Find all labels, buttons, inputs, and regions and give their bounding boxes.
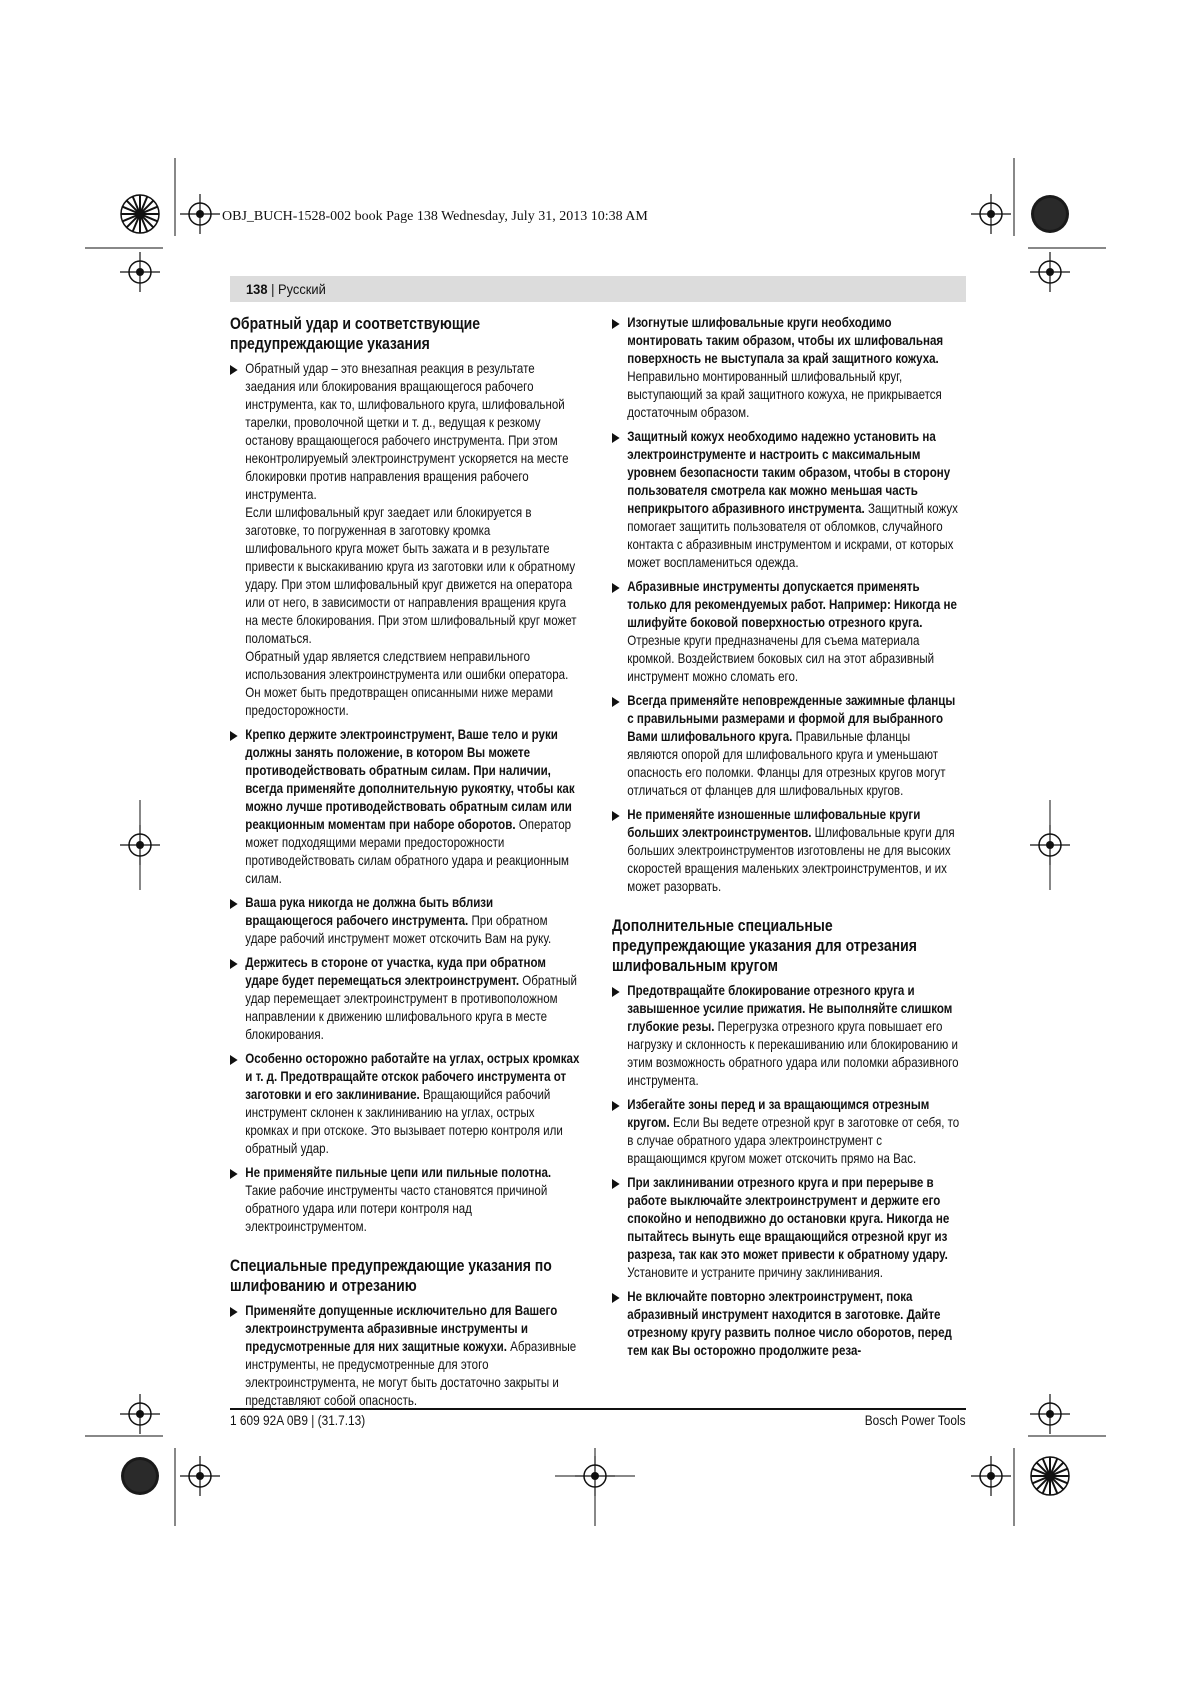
item-bold: Абразивные инструменты допускается применять только для рекомендуемых работ. Например: Никогда не шлифуйте боковой поверхностью отрезного круга. [627, 579, 957, 630]
item-text: Такие рабочие инструменты часто становятся причиной обратного удара или потери контроля над электроинструментом. [245, 1183, 548, 1234]
item-text: Обратный удар перемещает электроинструмент в противоположном направлении к движению шлифовального круга в месте блокирования. [245, 973, 577, 1042]
item-bold: Крепко держите электроинструмент, Ваше тело и руки должны занять положение, в котором Вы можете противодействовать обратным силам. При наличии, всегда применяйте дополнительную рукоятку, чтобы как можно лучше противодействовать обратным силам или реакционным моментам при наборе оборотов. [245, 727, 575, 832]
item-text: Защитный кожух помогает защитить пользователя от обломков, случайного контакта с абразивным инструментом и искрами, от которых может воспламениться одежда. [627, 501, 958, 570]
left-column [230, 314, 580, 1416]
item-text: Перегрузка отрезного круга повышает его нагрузку и склонность к перекашиванию или блокированию и этим возможность обратного удара или поломки абразивного инструмента. [627, 1019, 959, 1088]
item-text: Обратный удар является следствием неправильного использования электроинструмента или ошибки оператора. Он может быть предотвращен описанными ниже мерами предосторожности. [245, 649, 569, 718]
list-item [230, 1164, 580, 1236]
list-item [612, 1288, 962, 1360]
list-item [612, 982, 962, 1090]
bullet-triangle-icon [612, 319, 620, 329]
item-text: Неправильно монтированный шлифовальный круг, выступающий за край защитного кожуха, не прикрывается достаточным образом. [627, 369, 942, 420]
item-text: Если шлифовальный круг заедает или блокируется в заготовке, то погруженная в заготовку кромка шлифовального круга может быть зажата и в результате привести к выскакиванию круга из заготовки или к обратному удару. При этом шлифовальный круг движется на оператора или от него, в зависимости от направления вращения круга на месте блокирования. При этом шлифовальный круг может поломаться. [245, 505, 577, 646]
list-item [230, 954, 580, 1044]
bullet-triangle-icon [612, 583, 620, 593]
bullet-triangle-icon [230, 365, 238, 375]
section-title-cutting: Дополнительные специальные предупреждающие указания для отрезания шлифовальным кругом [612, 917, 917, 975]
bullet-triangle-icon [230, 1169, 238, 1179]
bullet-triangle-icon [612, 811, 620, 821]
page-header-bar [230, 276, 966, 302]
bullet-triangle-icon [230, 959, 238, 969]
item-text: При обратном ударе рабочий инструмент может отскочить Вам на руку. [245, 913, 552, 946]
header-language: Русский [277, 281, 326, 297]
list-item [612, 692, 962, 800]
item-text: Вращающийся рабочий инструмент склонен к заклиниванию на углах, острых кромках и при отскоке. Это вызывает потерю контроля или обратный удар. [245, 1087, 563, 1156]
item-text: Абразивные инструменты, не предусмотренные для этого электроинструмента, не могут быть достаточно закрыты и представляют собой опасность. [245, 1339, 577, 1408]
bullet-triangle-icon [612, 1293, 620, 1303]
item-bold: Защитный кожух необходимо надежно установить на электроинструменте и настроить с максимальным уровнем безопасности таким образом, чтобы в сторону пользователя смотрела как можно меньшая часть неприкрытого абразивного инструмента. [627, 429, 951, 516]
bullet-triangle-icon [230, 1307, 238, 1317]
page-number: 138 [246, 281, 268, 297]
item-text: Обратный удар – это внезапная реакция в результате заедания или блокирования вращающегося рабочего инструмента, как то, шлифовального круга, шлифовальной тарелки, проволочной щетки и т. д., ведущая к резкому останову вращающегося рабочего инструмента. При этом неконтролируемый электроинструмент ускоряется на месте блокировки против направления вращения рабочего инструмента. [245, 361, 569, 502]
list-item [612, 578, 962, 686]
list-item [612, 1096, 962, 1168]
list-item [230, 360, 580, 720]
bullet-triangle-icon [612, 987, 620, 997]
item-bold: Предотвращайте блокирование отрезного круга и завышенное усилие прижатия. Не выполняйте слишком глубокие резы. [627, 983, 953, 1034]
item-bold: Всегда применяйте неповрежденные зажимные фланцы с правильными размерами и формой для выбранного Вами шлифовального круга. [627, 693, 956, 744]
bullet-triangle-icon [230, 1055, 238, 1065]
item-text: Если Вы ведете отрезной круг в заготовке от себя, то в случае обратного удара электроинструмент с вращающимся кругом может отскочить прямо на Вас. [627, 1115, 960, 1166]
list-item [612, 314, 962, 422]
item-bold: Изогнутые шлифовальные круги необходимо монтировать таким образом, чтобы их шлифовальная поверхность не выступала за край защитного кожуха. [627, 315, 944, 366]
list-item [612, 1174, 962, 1282]
section-title-kickback: Обратный удар и соответствующие предупреждающие указания [230, 315, 481, 353]
header-separator: | [267, 281, 278, 297]
item-bold: Не применяйте изношенные шлифовальные круги больших электроинструментов. [627, 807, 921, 840]
item-bold: При заклинивании отрезного круга и при перерыве в работе выключайте электроинструмент и держите его спокойно и неподвижно до остановки круга. Никогда не пытайтесь вынуть еще вращающийся отрезной круг из разреза, так как это может привести к обратному удару. [627, 1175, 950, 1262]
item-text: Установите и устраните причину заклинивания. [627, 1265, 883, 1280]
item-bold: Держитесь в стороне от участка, куда при обратном ударе будет перемещаться электроинструмент. [245, 955, 546, 988]
bullet-triangle-icon [612, 1101, 620, 1111]
item-bold: Применяйте допущенные исключительно для Вашего электроинструмента абразивные инструменты и предусмотренные для них защитные кожухи. [245, 1303, 558, 1354]
bullet-triangle-icon [612, 1179, 620, 1189]
list-item [230, 1302, 580, 1410]
item-bold: Не включайте повторно электроинструмент, пока абразивный инструмент находится в заготовке. Дайте отрезному кругу развить полное число оборотов, перед тем как Вы осторожно продолжите реза- [627, 1289, 952, 1358]
item-text: Шлифовальные круги для больших электроинструментов изготовлены не для высоких скоростей вращения маленьких электроинструментов, и их может разорвать. [627, 825, 955, 894]
section-title-grinding: Специальные предупреждающие указания по шлифованию и отрезанию [230, 1257, 552, 1295]
list-item [612, 806, 962, 896]
list-item [230, 726, 580, 888]
bullet-triangle-icon [612, 697, 620, 707]
bullet-triangle-icon [230, 731, 238, 741]
page-header [246, 281, 326, 297]
footer-rule [230, 1408, 966, 1410]
item-bold: Избегайте зоны перед и за вращающимся отрезным кругом. [627, 1097, 930, 1130]
item-text: Отрезные круги предназначены для съема материала кромкой. Воздействием боковых сил на этот абразивный инструмент можно сломать его. [627, 633, 935, 684]
item-text: Оператор может подходящими мерами предосторожности противодействовать силам обратного удара и реакционным силам. [245, 817, 572, 886]
item-bold: Ваша рука никогда не должна быть вблизи вращающегося рабочего инструмента. [245, 895, 494, 928]
item-bold: Особенно осторожно работайте на углах, острых кромках и т. д. Предотвращайте отскок рабочего инструмента от заготовки и его заклинивание. [245, 1051, 580, 1102]
bullet-triangle-icon [612, 433, 620, 443]
item-bold: Не применяйте пильные цепи или пильные полотна. [245, 1165, 552, 1180]
printer-slug: OBJ_BUCH-1528-002 book Page 138 Wednesday, July 31, 2013 10:38 AM [222, 209, 648, 224]
item-text: Правильные фланцы являются опорой для шлифовального круга и уменьшают опасность его поломки. Фланцы для отрезных кругов могут отличаться от фланцев для шлифовальных кругов. [627, 729, 946, 798]
bullet-triangle-icon [230, 899, 238, 909]
footer-brand: Bosch Power Tools [865, 1413, 966, 1428]
right-column [612, 314, 962, 1366]
list-item [612, 428, 962, 572]
footer-doc-number: 1 609 92A 0B9 | (31.7.13) [230, 1413, 366, 1428]
list-item [230, 1050, 580, 1158]
list-item [230, 894, 580, 948]
